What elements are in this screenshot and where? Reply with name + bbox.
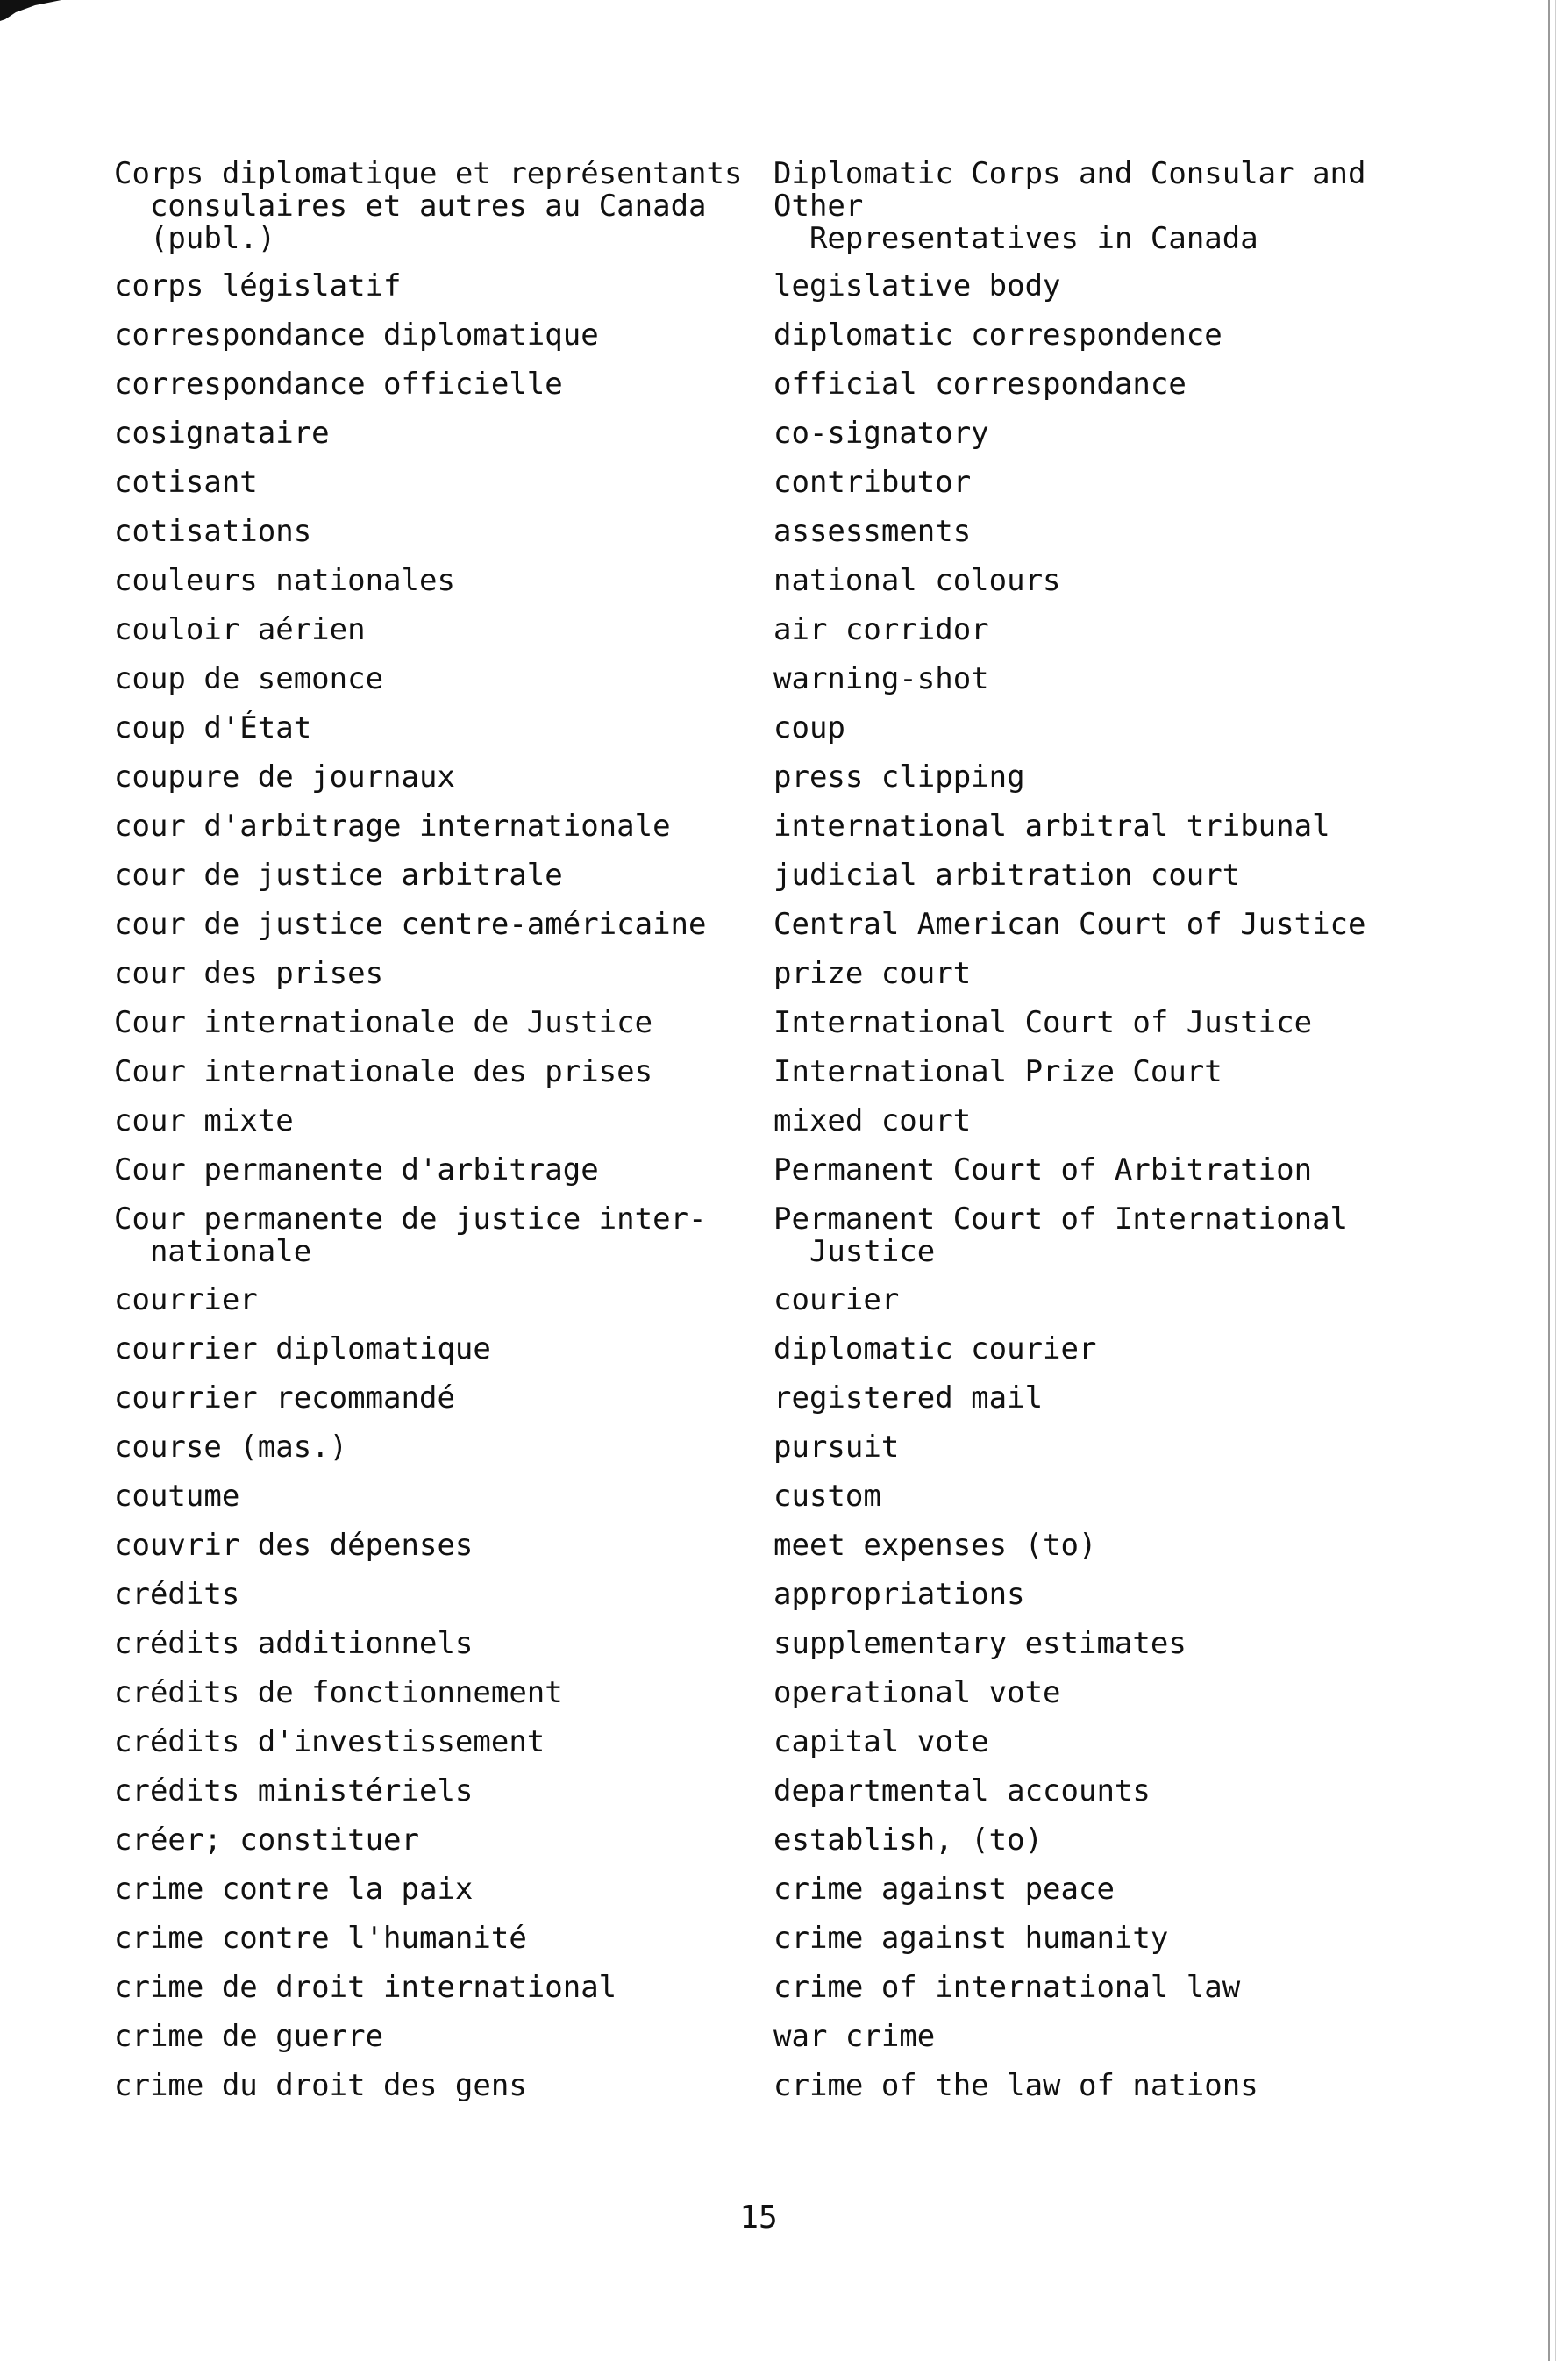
- english-term: co-signatory: [773, 416, 989, 451]
- english-term: coup: [773, 710, 845, 745]
- glossary-entry: [114, 1972, 1447, 2021]
- french-term: Cour permanente d'arbitrage: [114, 1152, 599, 1188]
- glossary-entry: [114, 1579, 1447, 1628]
- glossary-list: [114, 158, 1447, 2119]
- glossary-entry: [114, 1333, 1447, 1382]
- french-term: cour mixte: [114, 1103, 294, 1138]
- glossary-entry: [114, 565, 1447, 614]
- english-term: International Court of Justice: [773, 1005, 1313, 1040]
- french-term: crime du droit des gens: [114, 2068, 527, 2103]
- glossary-entry: [114, 319, 1447, 368]
- page-number: 15: [739, 2200, 778, 2236]
- glossary-entry: [114, 1105, 1447, 1154]
- glossary-entry: [114, 270, 1447, 319]
- french-term: cotisations: [114, 514, 312, 549]
- french-term: crédits de fonctionnement: [114, 1675, 563, 1710]
- english-term: prize court: [773, 956, 972, 991]
- french-term: crédits additionnels: [114, 1626, 474, 1661]
- glossary-entry: [114, 1824, 1447, 1873]
- french-term: couloir aérien: [114, 612, 366, 647]
- french-term: Corps diplomatique et représentants consulaires et autres au Canada (publ.): [114, 156, 743, 256]
- glossary-entry: [114, 417, 1447, 467]
- english-term: national colours: [773, 563, 1061, 598]
- english-term: war crime: [773, 2019, 936, 2054]
- english-term: contributor: [773, 465, 972, 500]
- glossary-entry: [114, 1677, 1447, 1726]
- english-term: diplomatic courier: [773, 1331, 1097, 1366]
- glossary-entry: [114, 516, 1447, 565]
- glossary-entry: [114, 1431, 1447, 1480]
- glossary-entry: [114, 810, 1447, 860]
- glossary-entry: [114, 2070, 1447, 2119]
- glossary-entry: [114, 1628, 1447, 1677]
- english-term: courier: [773, 1282, 900, 1317]
- glossary-entry: [114, 1382, 1447, 1431]
- french-term: Cour internationale des prises: [114, 1054, 653, 1089]
- english-term: crime against peace: [773, 1872, 1115, 1907]
- glossary-entry: [114, 158, 1447, 270]
- french-term: coup de semonce: [114, 661, 384, 696]
- page-edge-line: [1548, 0, 1556, 2361]
- english-term: press clipping: [773, 760, 1025, 795]
- english-term: establish, (to): [773, 1822, 1044, 1858]
- english-term: Permanent Court of Arbitration: [773, 1152, 1313, 1188]
- english-term: appropriations: [773, 1577, 1025, 1612]
- english-term: diplomatic correspondence: [773, 317, 1222, 353]
- english-term: pursuit: [773, 1430, 900, 1465]
- french-term: créer; constituer: [114, 1822, 419, 1858]
- glossary-entry: [114, 1775, 1447, 1824]
- french-term: coup d'État: [114, 710, 312, 745]
- english-term: Permanent Court of International Justice: [773, 1202, 1349, 1269]
- french-term: cour d'arbitrage internationale: [114, 809, 671, 844]
- french-term: crime de guerre: [114, 2019, 384, 2054]
- glossary-entry: [114, 1530, 1447, 1579]
- french-term: coutume: [114, 1479, 240, 1514]
- french-term: couvrir des dépenses: [114, 1528, 474, 1563]
- glossary-entry: [114, 909, 1447, 958]
- english-term: international arbitral tribunal: [773, 809, 1330, 844]
- french-term: corps législatif: [114, 268, 402, 303]
- english-term: departmental accounts: [773, 1773, 1151, 1808]
- french-term: cour de justice centre-américaine: [114, 907, 707, 942]
- french-term: Cour internationale de Justice: [114, 1005, 653, 1040]
- glossary-entry: [114, 1873, 1447, 1922]
- french-term: course (mas.): [114, 1430, 348, 1465]
- french-term: coupure de journaux: [114, 760, 455, 795]
- glossary-entry: [114, 663, 1447, 712]
- french-term: correspondance officielle: [114, 367, 563, 402]
- glossary-entry: [114, 1480, 1447, 1530]
- french-term: couleurs nationales: [114, 563, 455, 598]
- glossary-entry: [114, 1154, 1447, 1203]
- english-term: official correspondance: [773, 367, 1187, 402]
- scan-corner-mark: [0, 0, 61, 26]
- french-term: crime de droit international: [114, 1970, 617, 2005]
- english-term: air corridor: [773, 612, 989, 647]
- glossary-entry: [114, 1007, 1447, 1056]
- glossary-entry: [114, 467, 1447, 516]
- french-term: crédits: [114, 1577, 240, 1612]
- french-term: crédits ministériels: [114, 1773, 474, 1808]
- glossary-entry: [114, 368, 1447, 417]
- glossary-entry: [114, 1203, 1447, 1284]
- glossary-entry: [114, 1284, 1447, 1333]
- english-term: mixed court: [773, 1103, 972, 1138]
- french-term: courrier recommandé: [114, 1380, 455, 1416]
- french-term: courrier diplomatique: [114, 1331, 491, 1366]
- english-term: judicial arbitration court: [773, 858, 1241, 893]
- glossary-entry: [114, 761, 1447, 810]
- french-term: cosignataire: [114, 416, 330, 451]
- glossary-entry: [114, 958, 1447, 1007]
- english-term: Diplomatic Corps and Consular and Other Representatives in Canada: [773, 156, 1366, 256]
- english-term: Central American Court of Justice: [773, 907, 1366, 942]
- english-term: capital vote: [773, 1724, 989, 1759]
- english-term: custom: [773, 1479, 881, 1514]
- english-term: meet expenses (to): [773, 1528, 1097, 1563]
- english-term: crime of international law: [773, 1970, 1241, 2005]
- french-term: Cour permanente de justice inter- nationale: [114, 1202, 707, 1269]
- english-term: International Prize Court: [773, 1054, 1222, 1089]
- glossary-entry: [114, 712, 1447, 761]
- french-term: crime contre la paix: [114, 1872, 474, 1907]
- french-term: cotisant: [114, 465, 258, 500]
- english-term: crime against humanity: [773, 1921, 1169, 1956]
- french-term: crime contre l'humanité: [114, 1921, 527, 1956]
- english-term: assessments: [773, 514, 972, 549]
- english-term: legislative body: [773, 268, 1061, 303]
- french-term: courrier: [114, 1282, 258, 1317]
- french-term: cour des prises: [114, 956, 384, 991]
- glossary-entry: [114, 1726, 1447, 1775]
- french-term: crédits d'investissement: [114, 1724, 545, 1759]
- glossary-entry: [114, 2021, 1447, 2070]
- english-term: supplementary estimates: [773, 1626, 1187, 1661]
- glossary-entry: [114, 860, 1447, 909]
- english-term: operational vote: [773, 1675, 1061, 1710]
- glossary-entry: [114, 1922, 1447, 1972]
- english-term: registered mail: [773, 1380, 1044, 1416]
- glossary-entry: [114, 614, 1447, 663]
- english-term: warning-shot: [773, 661, 989, 696]
- glossary-entry: [114, 1056, 1447, 1105]
- french-term: cour de justice arbitrale: [114, 858, 563, 893]
- french-term: correspondance diplomatique: [114, 317, 599, 353]
- english-term: crime of the law of nations: [773, 2068, 1258, 2103]
